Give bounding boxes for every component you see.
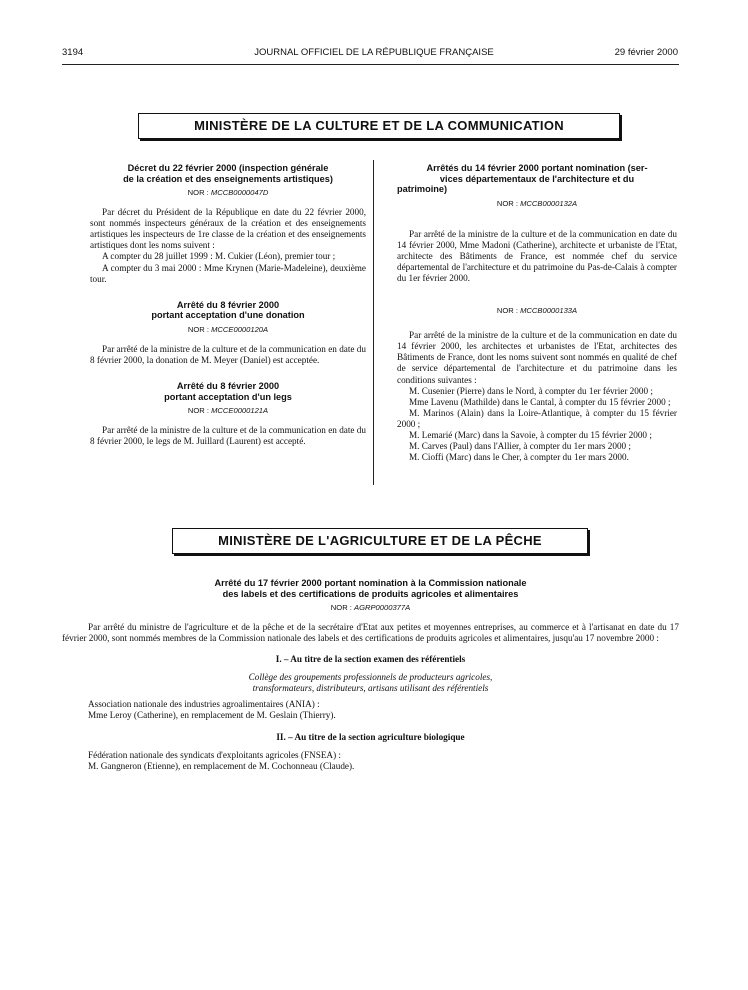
section-2-member: M. Gangneron (Etienne), en remplacement de M. Cochonneau (Claude). <box>88 761 355 772</box>
arretes-nomination-title-line3: patrimoine) <box>397 184 448 194</box>
madoni-paragraph: Par arrêté de la ministre de la culture et de la communication en date du 14 février 2000, Mme Madoni (Catherine), architecte et urbaniste de l'Etat, architecte des Bâtiments de France, est nommée chef du service départemental de l'architecture et du patrimoine du Pas-de-Calais à compter du 1er février 2000. <box>397 228 677 283</box>
appointment-item: M. Marinos (Alain) dans la Loire-Atlantique, à compter du 15 février 2000 ; <box>397 407 677 429</box>
appointment-item: M. Lemarié (Marc) dans la Savoie, à compter du 15 février 2000 ; <box>409 430 652 440</box>
arrete-agriculture-intro: Par arrêté du ministre de l'agriculture et de la pêche et de la secrétaire d'Etat aux petites et moyennes entreprises, au commerce et à l'artisanat en date du 17 février 2000, sont nommés membres de la Commission nationale des labels et des certifications de produits agricoles et alimentaires, jusqu'au 17 novembre 2000 : <box>62 622 679 644</box>
arrete-agriculture-title-line2: des labels et des certifications de produits agricoles et alimentaires <box>222 588 519 599</box>
arrete-agriculture-block <box>62 578 679 772</box>
arretes-nomination-nor-1: NOR : MCCB0000132A <box>496 198 578 208</box>
publication-date: 29 février 2000 <box>614 47 678 58</box>
arrete-agriculture-nor: NOR : AGRP0000377A <box>330 603 411 612</box>
right-column <box>397 163 677 463</box>
college-line2: transformateurs, distributeurs, artisans utilisant des référentiels <box>252 683 489 694</box>
appointment-item: M. Cioffi (Marc) dans le Cher, à compter du 1er mars 2000. <box>409 452 629 463</box>
arrete-donation-block <box>90 300 366 366</box>
section-1-organisation: Association nationale des industries agroalimentaires (ANIA) : <box>88 699 320 710</box>
arretes-nomination-title-line2: vices départementaux de l'architecture et du <box>439 173 635 184</box>
page-number: 3194 <box>62 47 84 58</box>
appointment-item: M. Cusenier (Pierre) dans le Nord, à compter du 1er février 2000 ; <box>409 385 653 396</box>
decret-paragraph-3: A compter du 3 mai 2000 : Mme Krynen (Marie-Madeleine), deuxième tour. <box>90 262 366 284</box>
section-2-title: II. – Au titre de la section agriculture biologique <box>276 731 465 742</box>
decret-nor: NOR : MCCB0000047D <box>187 188 269 197</box>
college-line1: Collège des groupements professionnels de producteurs agricoles, <box>248 671 493 682</box>
arrete-legs-title-line2: portant acceptation d'un legs <box>164 391 292 402</box>
section-2-organisation: Fédération nationale des syndicats d'exploitants agricoles (FNSEA) : <box>88 749 341 760</box>
decret-title-line1: Décret du 22 février 2000 (inspection générale <box>127 163 329 173</box>
arrete-legs-block <box>90 381 366 447</box>
arretes-nomination-title-line1: Arrêtés du 14 février 2000 portant nomination (ser- <box>426 163 648 173</box>
section-1-title: I. – Au titre de la section examen des référentiels <box>275 653 466 664</box>
left-column <box>90 163 366 447</box>
arrete-donation-nor: NOR : MCCE0000120A <box>187 324 269 334</box>
arretes-nomination-block <box>397 163 677 463</box>
arrete-donation-title-line1: Arrêté du 8 février 2000 <box>176 299 280 310</box>
column-divider <box>373 160 374 485</box>
architectes-paragraph: Par arrêté de la ministre de la culture et de la communication en date du 14 février 2000, les architectes et urbanistes de l'Etat, architectes des Bâtiments de France, dont les noms suivent sont nommés en qualité de chef de service départemental de l'architecture et du patrimoine dans les conditions suivantes : <box>397 330 677 385</box>
header-rule <box>62 64 679 65</box>
decret-title-line2: de la création et des enseignements artistiques) <box>123 173 333 184</box>
arrete-legs-title-line1: Arrêté du 8 février 2000 <box>176 381 280 392</box>
arrete-legs-paragraph: Par arrêté de la ministre de la culture et de la communication en date du 8 février 2000, le legs de M. Juillard (Laurent) est accepté. <box>90 425 366 447</box>
decret-inspection-block <box>90 163 366 285</box>
appointment-item: Mme Lavenu (Mathilde) dans le Cantal, à compter du 15 février 2000 ; <box>409 396 671 407</box>
ministry-culture-heading: MINISTÈRE DE LA CULTURE ET DE LA COMMUNICATION <box>138 113 620 139</box>
appointment-item: M. Carves (Paul) dans l'Allier, à compter du 1er mars 2000 ; <box>409 441 631 452</box>
arretes-nomination-nor-2: NOR : MCCB0000133A <box>496 306 578 316</box>
arrete-legs-nor: NOR : MCCE0000121A <box>187 406 269 416</box>
journal-title: JOURNAL OFFICIEL DE LA RÉPUBLIQUE FRANÇAISE <box>254 47 494 58</box>
decret-paragraph-1: Par décret du Président de la République en date du 22 février 2000, sont nommés inspecteurs généraux de la création et des enseignements artistiques les inspecteurs de 1re classe de la création et des enseignements artistiques dont les noms suivent : <box>90 207 366 251</box>
arrete-agriculture-title-line1: Arrêté du 17 février 2000 portant nomination à la Commission nationale <box>214 578 527 588</box>
arrete-donation-paragraph: Par arrêté de la ministre de la culture et de la communication en date du 8 février 2000, la donation de M. Meyer (Daniel) est acceptée. <box>90 343 366 365</box>
section-1-member: Mme Leroy (Catherine), en remplacement de M. Geslain (Thierry). <box>88 710 336 721</box>
arrete-donation-title-line2: portant acceptation d'une donation <box>151 310 305 321</box>
decret-paragraph-2: A compter du 28 juillet 1999 : M. Cukier (Léon), premier tour ; <box>102 251 336 262</box>
ministry-agriculture-heading: MINISTÈRE DE L'AGRICULTURE ET DE LA PÊCHE <box>172 528 588 554</box>
